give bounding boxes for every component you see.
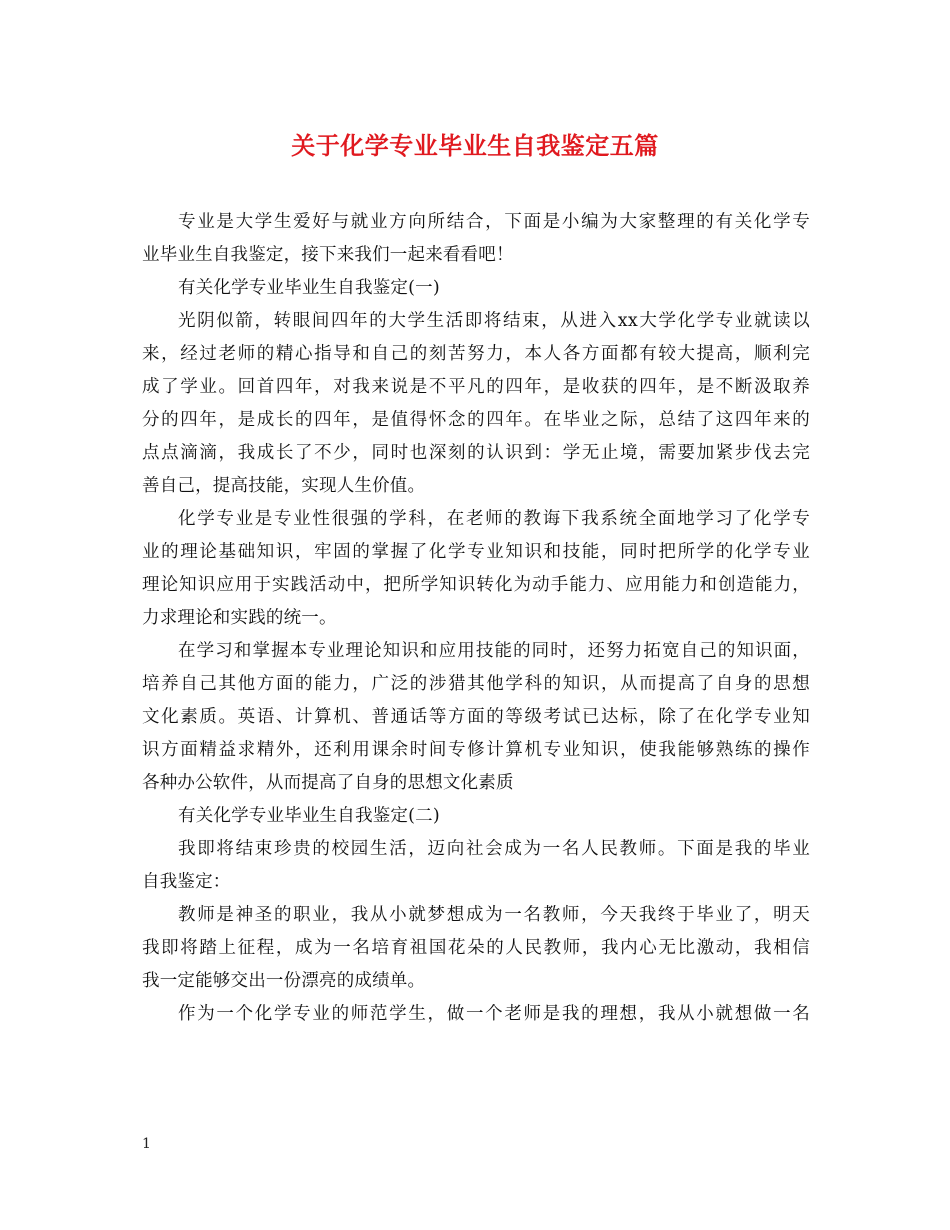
paragraph-line: 在学习和掌握本专业理论知识和应用技能的同时，还努力拓宽自己的知识面， bbox=[178, 641, 810, 661]
paragraph-line: 教师是神圣的职业，我从小就梦想成为一名教师，今天我终于毕业了，明天 bbox=[178, 905, 810, 925]
paragraph-line: 来，经过老师的精心指导和自己的刻苦努力，本人各方面都有较大提高，顺利完 bbox=[142, 344, 810, 364]
paragraph-line: 培养自己其他方面的能力，广泛的涉猎其他学科的知识，从而提高了自身的思想 bbox=[142, 674, 810, 694]
paragraph-line: 分的四年，是成长的四年，是值得怀念的四年。在毕业之际，总结了这四年来的 bbox=[142, 410, 810, 430]
paragraph-line: 我一定能够交出一份漂亮的成绩单。 bbox=[142, 971, 426, 991]
paragraph-line: 各种办公软件，从而提高了自身的思想文化素质 bbox=[142, 773, 514, 793]
paragraph-line: 我即将踏上征程，成为一名培育祖国花朵的人民教师，我内心无比激动，我相信 bbox=[142, 938, 810, 958]
paragraph-line: 理论知识应用于实践活动中，把所学知识转化为动手能力、应用能力和创造能力， bbox=[142, 575, 810, 595]
page-number: 1 bbox=[142, 1136, 151, 1152]
paragraph-line: 力求理论和实践的统一。 bbox=[142, 608, 337, 628]
paragraph-line: 我即将结束珍贵的校园生活，迈向社会成为一名人民教师。下面是我的毕业 bbox=[178, 839, 810, 859]
paragraph-line: 善自己，提高技能，实现人生价值。 bbox=[142, 476, 426, 496]
paragraph-line: 自我鉴定： bbox=[142, 872, 231, 892]
paragraph-line: 光阴似箭，转眼间四年的大学生活即将结束，从进入xx大学化学专业就读以 bbox=[178, 311, 810, 331]
section-heading: 有关化学专业毕业生自我鉴定(一) bbox=[178, 278, 440, 298]
paragraph-line: 业毕业生自我鉴定，接下来我们一起来看看吧！ bbox=[142, 245, 514, 265]
paragraph-line: 成了学业。回首四年，对我来说是不平凡的四年，是收获的四年，是不断汲取养 bbox=[142, 377, 810, 397]
document-body bbox=[142, 206, 810, 1031]
paragraph-line: 化学专业是专业性很强的学科，在老师的教诲下我系统全面地学习了化学专 bbox=[178, 509, 810, 529]
paragraph-line: 专业是大学生爱好与就业方向所结合，下面是小编为大家整理的有关化学专 bbox=[178, 212, 810, 232]
section-heading: 有关化学专业毕业生自我鉴定(二) bbox=[178, 806, 440, 826]
paragraph-line: 文化素质。英语、计算机、普通话等方面的等级考试已达标，除了在化学专业知 bbox=[142, 707, 810, 727]
paragraph-line: 点点滴滴，我成长了不少，同时也深刻的认识到：学无止境，需要加紧步伐去完 bbox=[142, 443, 810, 463]
paragraph-line: 作为一个化学专业的师范学生，做一个老师是我的理想，我从小就想做一名 bbox=[178, 1004, 810, 1024]
paragraph-line: 业的理论基础知识，牢固的掌握了化学专业知识和技能，同时把所学的化学专业 bbox=[142, 542, 810, 562]
document-title: 关于化学专业毕业生自我鉴定五篇 bbox=[291, 131, 659, 160]
paragraph-line: 识方面精益求精外，还利用课余时间专修计算机专业知识，使我能够熟练的操作 bbox=[142, 740, 810, 760]
